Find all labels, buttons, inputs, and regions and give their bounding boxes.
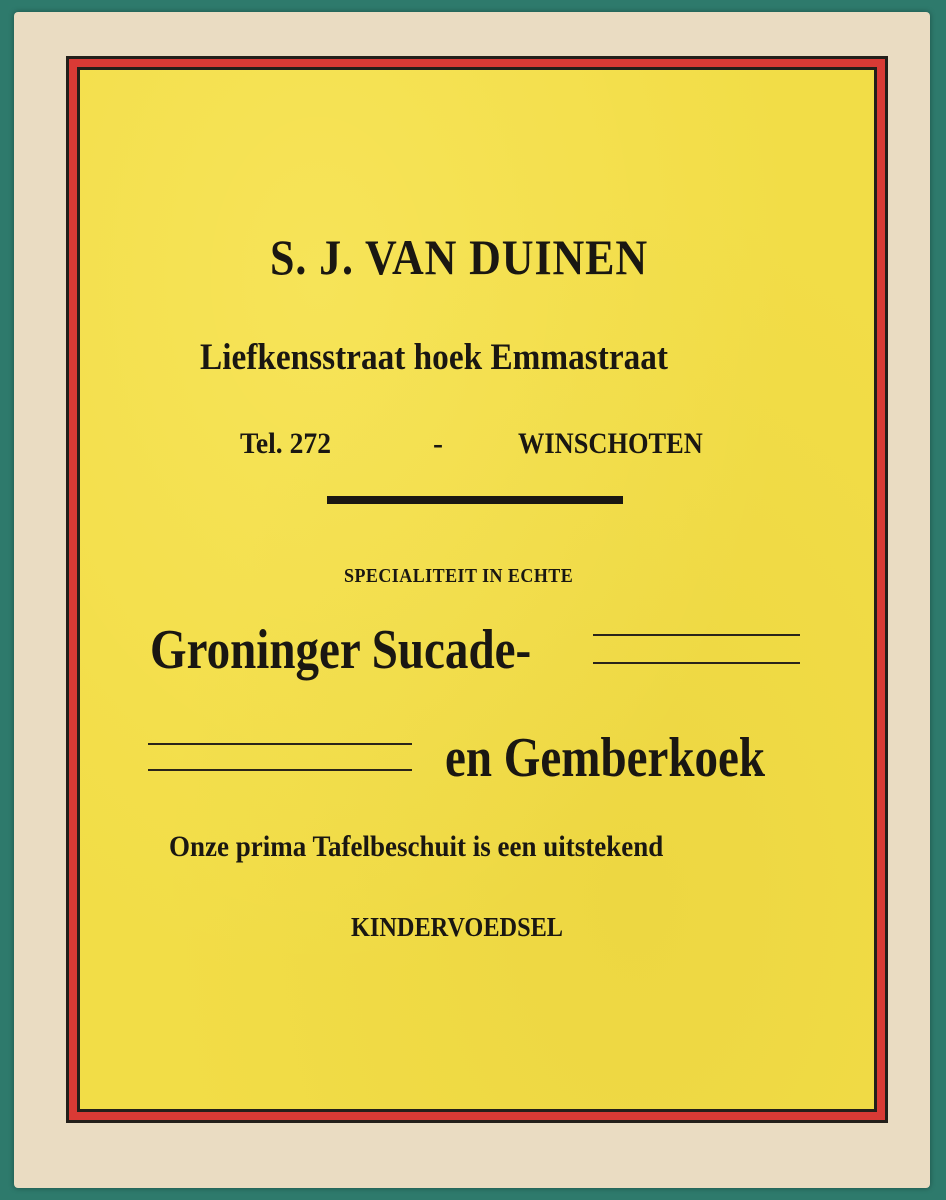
telephone-number: Tel. 272 <box>240 427 331 460</box>
company-address: Liefkensstraat hoek Emmastraat <box>200 337 669 378</box>
decorative-line <box>148 769 412 771</box>
tagline-end: KINDERVOEDSEL <box>351 912 564 942</box>
separator-dash: - <box>433 427 443 460</box>
divider-rule <box>327 496 623 504</box>
city-name: WINSCHOTEN <box>518 427 703 460</box>
product-line-2: en Gemberkoek <box>445 727 766 789</box>
product-line-1: Groninger Sucade- <box>150 619 532 681</box>
decorative-line <box>593 662 800 664</box>
tagline: Onze prima Tafelbeschuit is een uitstekend <box>169 830 664 863</box>
yellow-panel <box>80 70 874 1109</box>
specialty-intro: SPECIALITEIT IN ECHTE <box>344 565 574 587</box>
decorative-line <box>593 634 800 636</box>
decorative-line <box>148 743 412 745</box>
company-name: S. J. VAN DUINEN <box>270 229 648 285</box>
